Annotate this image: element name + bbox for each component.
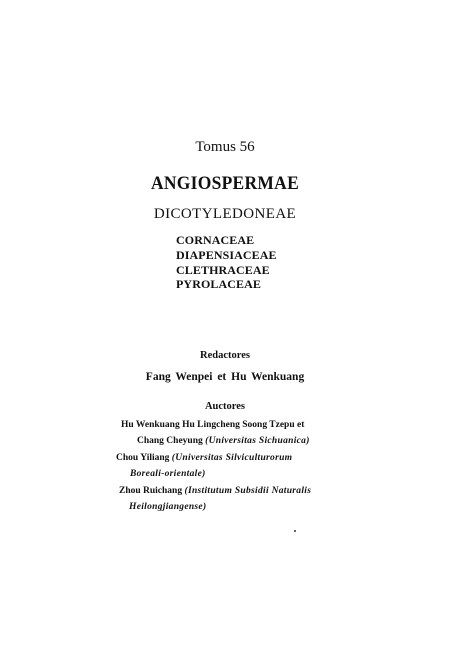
author-entry: [121, 417, 310, 449]
stray-mark: [294, 530, 296, 532]
author-names-line2: Chang Cheyung: [137, 436, 203, 446]
author-entry: [116, 450, 292, 482]
author-names: Zhou Ruichang: [119, 486, 183, 496]
main-title: ANGIOSPERMAE: [150, 173, 300, 194]
author-names: Chou Yiliang: [116, 453, 170, 463]
author-institution: (Universitas Sichuanica): [205, 436, 310, 446]
author-institution: (Institutum Subsidii Naturalis: [184, 486, 312, 496]
volume-number: Tomus 56: [195, 139, 255, 155]
author-institution-cont: Boreali-orientale): [130, 469, 206, 479]
family-item: PYROLACEAE: [176, 277, 262, 292]
subtitle: DICOTYLEDONEAE: [153, 206, 297, 222]
family-item: CORNACEAE: [176, 233, 255, 247]
author-institution-cont: Heilongjiangense): [129, 502, 207, 512]
family-item: DIAPENSIACEAE: [176, 247, 277, 262]
author-names: Hu Wenkuang Hu Lingcheng Soong Tzepu et: [121, 420, 305, 430]
author-names-row: [119, 483, 311, 499]
author-institution: (Universitas Silviculturorum: [171, 453, 293, 463]
author-names-cont: [121, 433, 310, 449]
family-item: CLETHRACEAE: [176, 262, 270, 277]
family-list: [176, 233, 277, 292]
auctores-heading: Auctores: [204, 401, 246, 412]
redactores-heading: Redactores: [200, 350, 250, 361]
author-names-row: [116, 450, 292, 466]
redactores-names: Fang Wenpei et Hu Wenkuang: [145, 371, 305, 383]
author-entry: [119, 483, 311, 515]
